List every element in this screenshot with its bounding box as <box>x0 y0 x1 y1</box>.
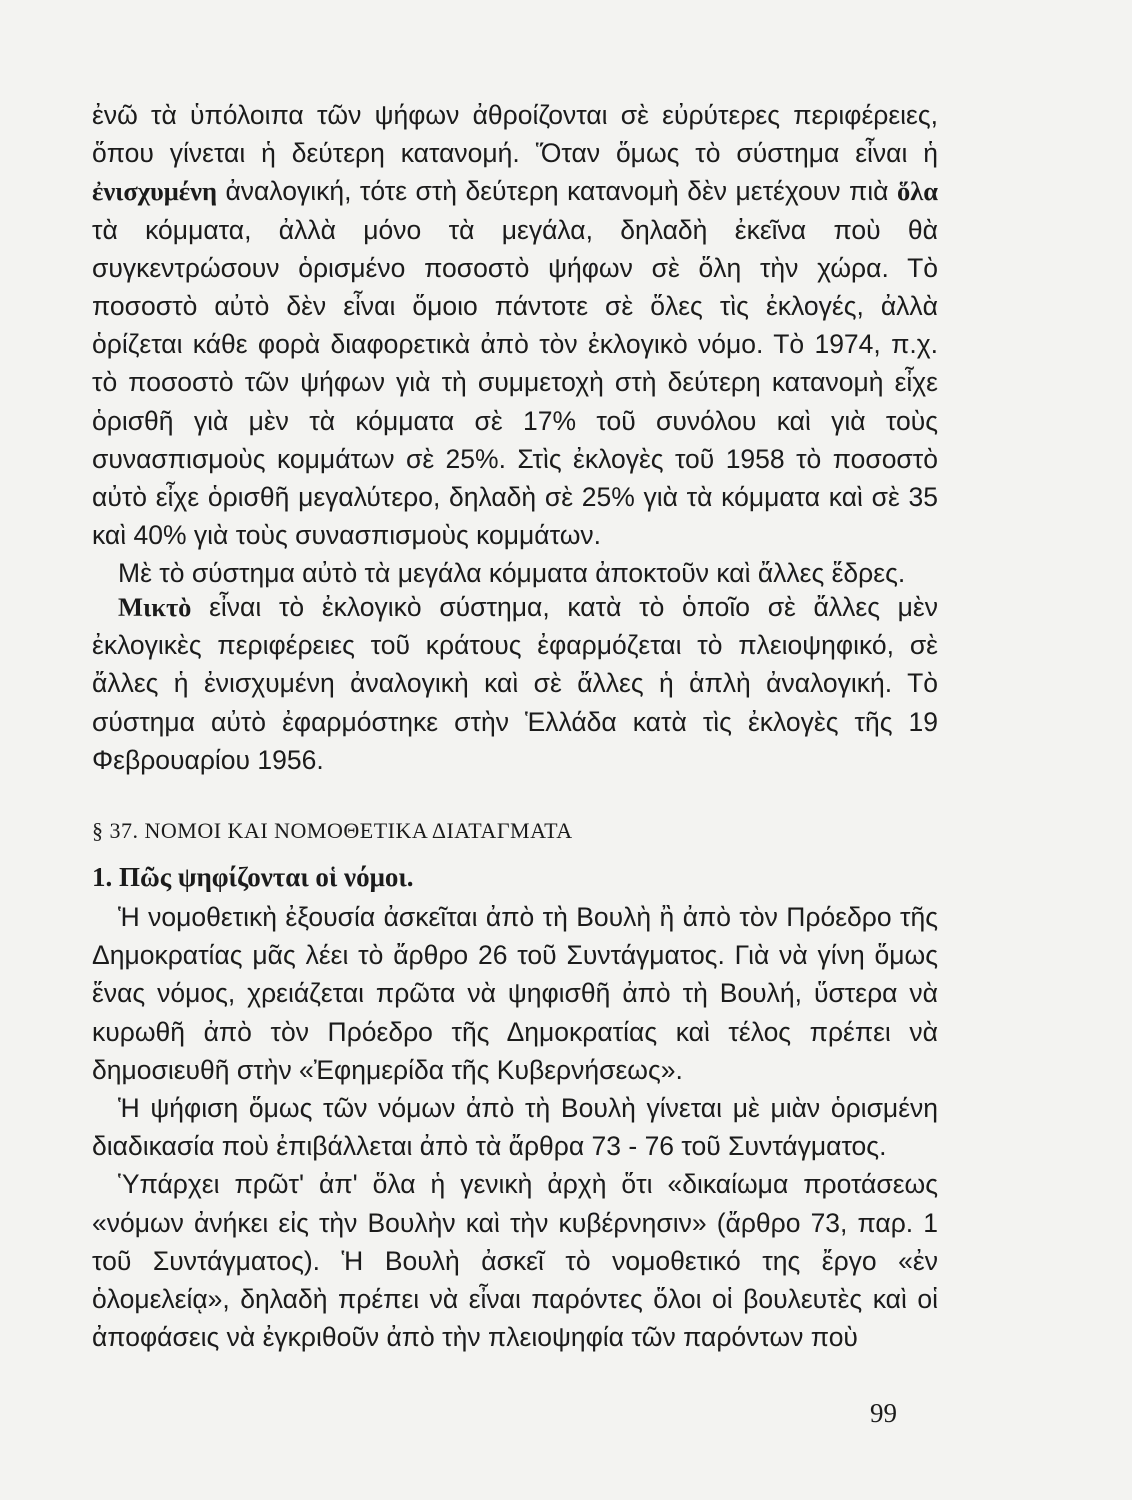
bold-term-mikto: Μικτὸ <box>118 592 192 622</box>
section-heading: § 37. ΝΟΜΟΙ ΚΑΙ ΝΟΜΟΘΕΤΙΚΑ ΔΙΑΤΑΓΜΑΤΑ <box>92 818 573 843</box>
paragraph-right-to-propose: Ὑπάρχει πρῶτ' ἀπ' ὅλα ἡ γενικὴ ἀρχὴ ὅτι «δικαίωμα προτάσεως «νόμων ἀνήκει εἰς τὴν Βουλὴν καὶ τὴν κυβέρνησιν» (ἄρθρο 73, παρ. 1 τοῦ Συντάγματος). Ἡ Βουλὴ ἀσκεῖ τὸ νομοθετικό της ἔργο «ἐν ὁλομελείᾳ», δηλαδὴ πρέπει νὰ εἶναι παρόντες ὅλοι οἱ βουλευτὲς καὶ οἱ ἀποφάσεις νὰ ἐγκριθοῦν ἀπὸ τὴν πλειοψηφία τῶν παρόντων ποὺ <box>92 1169 938 1353</box>
paragraph-large-parties: Μὲ τὸ σύστημα αὐτὸ τὰ μεγάλα κόμματα ἀποκτοῦν καὶ ἄλλες ἕδρες. <box>118 558 906 589</box>
paragraph-voting-procedure: Ἡ ψήφιση ὅμως τῶν νόμων ἀπὸ τὴ Βουλὴ γίνεται μὲ μιὰν ὁρισμένη διαδικασία ποὺ ἐπιβάλλεται ἀπὸ τὰ ἄρθρα 73 - 76 τοῦ Συντάγματος. <box>92 1093 938 1162</box>
paragraph-electoral-systems: ἐνῶ τὰ ὑπόλοιπα τῶν ψήφων ἀθροίζονται σὲ εὐρύτερες περιφέρειες, ὅπου γίνεται ἡ δεύτερη κατανομή. Ὅταν ὅμως τὸ σύστημα εἶναι ἡ ἐνισχυμένη ἀναλογική, τότε στὴ δεύτερη κατανομὴ δὲν μετέχουν πιὰ ὅλα τὰ κόμματα, ἀλλὰ μόνο τὰ μεγάλα, δηλαδὴ ἐκεῖνα ποὺ θὰ συγκεντρώσουν ὁρισμένο ποσοστὸ ψήφων σὲ ὅλη τὴν χώρα. Τὸ ποσοστὸ αὐτὸ δὲν εἶναι ὅμοιο πάντοτε σὲ ὅλες τὶς ἐκλογές, ἀλλὰ ὁρίζεται κάθε φορὰ διαφορετικὰ ἀπὸ τὸν ἐκλογικὸ νόμο. Τὸ 1974, π.χ. τὸ ποσοστὸ τῶν ψήφων γιὰ τὴ συμμετοχὴ στὴ δεύτερη κατανομὴ εἶχε ὁρισθῆ γιὰ μὲν τὰ κόμματα σὲ 17% τοῦ συνόλου καὶ γιὰ τοὺς συνασπισμοὺς κομμάτων σὲ 25%. Στὶς ἐκλογὲς τοῦ 1958 τὸ ποσοστὸ αὐτὸ εἶχε ὁρισθῆ μεγαλύτερο, δηλαδὴ σὲ 25% γιὰ τὰ κόμματα καὶ σὲ 35 καὶ 40% γιὰ τοὺς συνασπισμοὺς κομμάτων. <box>92 100 938 551</box>
body-text-mixed-system <box>92 588 938 779</box>
subsection-heading: 1. Πῶς ψηφίζονται οἱ νόμοι. <box>92 862 414 892</box>
body-text-top <box>92 96 938 593</box>
bold-term-enischymeni: ἐνισχυμένη <box>92 176 218 207</box>
paragraph-legislative-power: Ἡ νομοθετικὴ ἐξουσία ἀσκεῖται ἀπὸ τὴ Βουλὴ ἢ ἀπὸ τὸν Πρόεδρο τῆς Δημοκρατίας μᾶς λέει τὸ ἄρθρο 26 τοῦ Συντάγματος. Γιὰ νὰ γίνη ὅμως ἕνας νόμος, χρειάζεται πρῶτα νὰ ψηφισθῆ ἀπὸ τὴ Βουλή, ὕστερα νὰ κυρωθῆ ἀπὸ τὸν Πρόεδρο τῆς Δημοκρατίας καὶ τέλος πρέπει νὰ δημοσιευθῆ στὴν «Ἐφημερίδα τῆς Κυβερνήσεως». <box>92 902 938 1085</box>
bold-term-ola: ὅλα <box>896 176 938 207</box>
paragraph-mixed-system: Μικτὸ εἶναι τὸ ἐκλογικὸ σύστημα, κατὰ τὸ ὁποῖο σὲ ἄλλες μὲν ἐκλογικὲς περιφέρειες τοῦ κράτους ἐφαρμόζεται τὸ πλειοψηφικό, σὲ ἄλλες ἡ ἐνισχυμένη ἀναλογικὴ καὶ σὲ ἄλλες ἡ ἁπλὴ ἀναλογική. Τὸ σύστημα αὐτὸ ἐφαρμόστηκε στὴν Ἑλλάδα κατὰ τὶς ἐκλογὲς τῆς 19 Φεβρουαρίου 1956. <box>92 592 938 775</box>
body-text-laws <box>92 898 938 1356</box>
page-number: 99 <box>870 1398 897 1428</box>
